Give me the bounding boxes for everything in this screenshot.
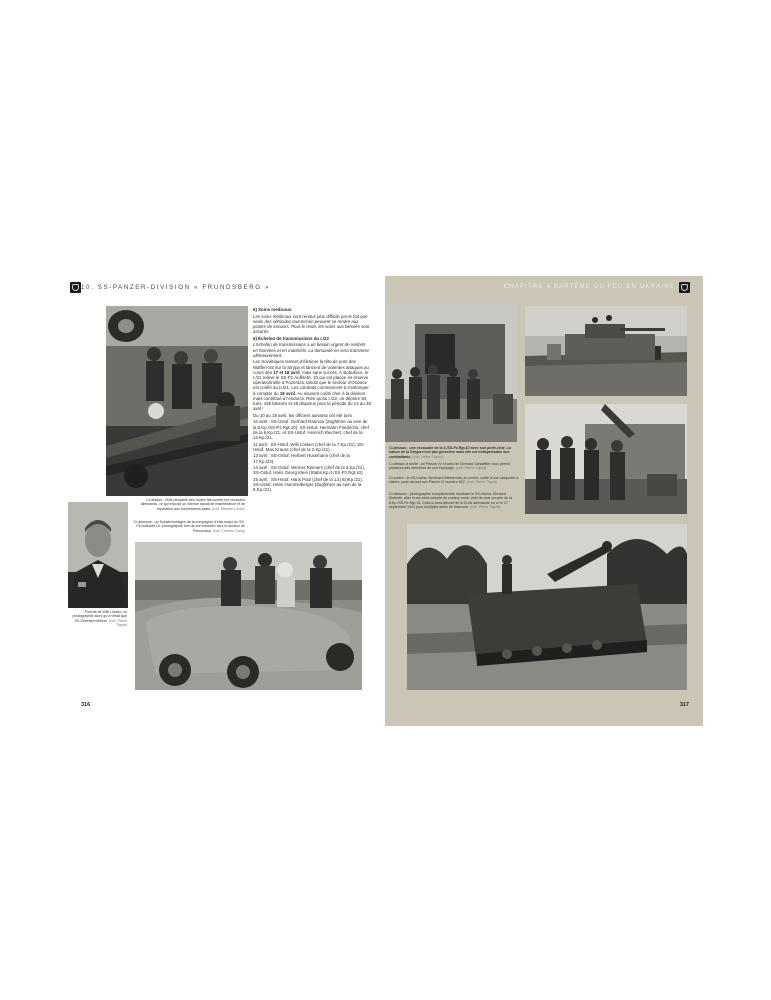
officer-entry: 13 avril : SS-Ostuf. Herbert Husemann (chef de la 17.Kp./22). bbox=[253, 453, 350, 464]
caption-portrait-text: Portrait de Willi Lösken, ici photographié alors qu'il n'était que SS-Obersturmführer. bbox=[72, 610, 127, 623]
paragraph-officers-intro: Du 10 au 19 avril, les officiers suivants ont été tués : bbox=[253, 412, 355, 418]
photo-tank-large bbox=[407, 524, 687, 690]
page-number-right: 317 bbox=[679, 702, 689, 708]
page-number-left: 316 bbox=[81, 702, 91, 708]
caption-right-1-credit: (coll. Pierre Tiquet) bbox=[412, 454, 443, 459]
text-column bbox=[253, 307, 371, 494]
caption-right-3-text: Ci-contre : le SS-Uscha. Bernhard Westerholt, au centre, coiffé d'une casquette à visière, pose devant son Panzer IV numéro 622. bbox=[389, 476, 519, 485]
paragraph-combats-date: 19 avril bbox=[279, 390, 295, 396]
caption-left-bottom-text: Ci-dessous : un Schwimmwagen de la compagnie d'état-major du SS-Pz.AufklAbt.10, photographié lors de son transfert vers le secteur de Pomorzany. bbox=[133, 520, 245, 533]
photo-tank-field bbox=[525, 306, 687, 396]
paragraph-combats bbox=[253, 359, 371, 411]
caption-right-3 bbox=[389, 476, 519, 485]
paragraph-transmissions: L'échelon de transmissions a un besoin urgent de renforts en hommes et en matériels. La demande en sera transmise ultérieurement. bbox=[253, 342, 369, 358]
right-page bbox=[385, 276, 703, 726]
paragraph-combats-part: Les Soviétiques tentent d'éliminer la tête de pont des Waffen-SS sur la Strypa et lancent de violentes attaques au cours des bbox=[253, 359, 369, 375]
caption-left-top-text: Ci-dessus : l'état pitoyable des routes fait souffrir les véhicules allemands, ce qui impose un intense travail de maintenance et de réparation aux mécaniciens sales. bbox=[140, 498, 245, 511]
caption-right-1-text: Ci-dessus : une escouade de la 4./SS-Pz.Rgt.10 avec son porte-char. La nature de la Strypa n'est pas grossière mais elle est indispensable aux combattants. bbox=[389, 446, 511, 459]
left-page bbox=[67, 276, 385, 726]
officer-entry: 10 avril : SS-Ustuf. Gerhard Rannow (Zugführer au sein de la 6.Kp./SS-Pz.Rgt.10), SS-Hstuf. Hermann Friedrichs, chef de la 6.Kp./21, et SS-Ustuf. Heinrich Reichert, chef de la 12.Kp./21. bbox=[253, 419, 369, 441]
officer-entry: 11 avril : SS-Hstuf. Willi Lösken (chef de la 7.Kp./21), SS-Hstuf. Max Krauss (chef de la 2.Kp./21). bbox=[253, 441, 365, 452]
book-spread bbox=[67, 276, 703, 726]
caption-right-2-text: Ci-dessus à droite : un Panzer IV et celui de Gerhard Schaeffler, tous prirent plusieurs des membres de son équipage. bbox=[389, 462, 511, 471]
caption-left-top-credit: (coll. Michael Locke) bbox=[212, 506, 245, 511]
running-header-right: CHAPITRE 4 BAPTÊME DU FEU EN UKRAINE bbox=[503, 284, 675, 290]
caption-right-2 bbox=[389, 462, 519, 471]
caption-right-2-credit: (coll. Pierre Tiquet) bbox=[455, 466, 487, 471]
officer-entry: 14 avril : SS-Ostuf. Werner Reimers (chef de la 3.Kp./21), SS-Ostuf. Hans Georg Klein (Stabs.Kp./I./SS-Pz.Rgt.10). bbox=[253, 465, 365, 476]
caption-portrait-credit: (coll. Pierre Tiquet) bbox=[108, 618, 127, 628]
paragraph-combats-part: . Au souvent coûté cher à la division mais contribué à l'endurcir. Rien qu'au I./22, on déplore 84 tués, 195 blessés et 45 disparus pour la période du 14 au 30 avril ! bbox=[253, 390, 371, 412]
paragraph-combats-date: 17 et 18 avril bbox=[273, 369, 300, 375]
photo-mechanics bbox=[106, 306, 248, 496]
running-header-left: 10. SS-PANZER-DIVISION « FRUNDSBERG » bbox=[81, 284, 271, 291]
caption-right-4 bbox=[389, 492, 519, 510]
caption-left-bottom bbox=[133, 520, 245, 533]
photo-crew-shed bbox=[385, 304, 517, 442]
section-heading-soins: 5) Soins médicaux bbox=[253, 307, 292, 312]
caption-portrait bbox=[69, 610, 127, 628]
caption-left-bottom-credit: (coll. Charles Trang) bbox=[212, 528, 245, 533]
division-emblem-icon bbox=[679, 282, 690, 293]
photo-schwimmwagen bbox=[135, 542, 362, 690]
division-emblem-icon bbox=[70, 282, 81, 293]
caption-right-1 bbox=[389, 446, 519, 459]
photo-panzer-622 bbox=[525, 404, 687, 514]
caption-right-3-credit: (coll. Pierre Tiquet) bbox=[466, 480, 498, 485]
section-heading-transmissions: 6) Échelon de transmissions du I./22 bbox=[253, 335, 329, 341]
caption-left-top bbox=[133, 498, 245, 511]
photo-portrait-losken bbox=[68, 502, 128, 608]
paragraph-combats-part: , mais sans succès. À Bobulince, le I./21 relève le SS-Pz.AufklAbt. 10 qui est placée en réserve opérationnelle à Pozeritza, tandis que le secteur d'Osowce est confié au II./21. Les combats commencent à s'estomper à compter du bbox=[253, 369, 369, 396]
paragraph-soins: Les soins médicaux sont rendus plus difficile par le fait que seuls des véhicules tout-terrain peuvent se rendre aux postes de secours. Pour le reste, les soins aux blessés sont assurés. bbox=[253, 313, 370, 335]
caption-right-4-credit: (coll. Pierre Tiquet) bbox=[470, 505, 501, 510]
officer-entry: 15 avril : SS-Hstuf. Hans Paul (chef de la 13.(IG)Kp./21), SS-Ustuf. Hans Hummelberger (Zugführer au sein de la 8.Kp./21). bbox=[253, 477, 364, 493]
caption-right-4-text: Ci-dessous : photographie exceptionnelle montrant le SS-Uscha. Ehrhard Elsbroth, aller d'une série croisée de couleur noire, chef de char au sein de la 6.Kp./SS-Pz.Rgt.10. Celui-ci sera décoré de la Croix allemande en or le 17 septembre 1944 pour multiples actes de bravoure. bbox=[389, 492, 512, 510]
